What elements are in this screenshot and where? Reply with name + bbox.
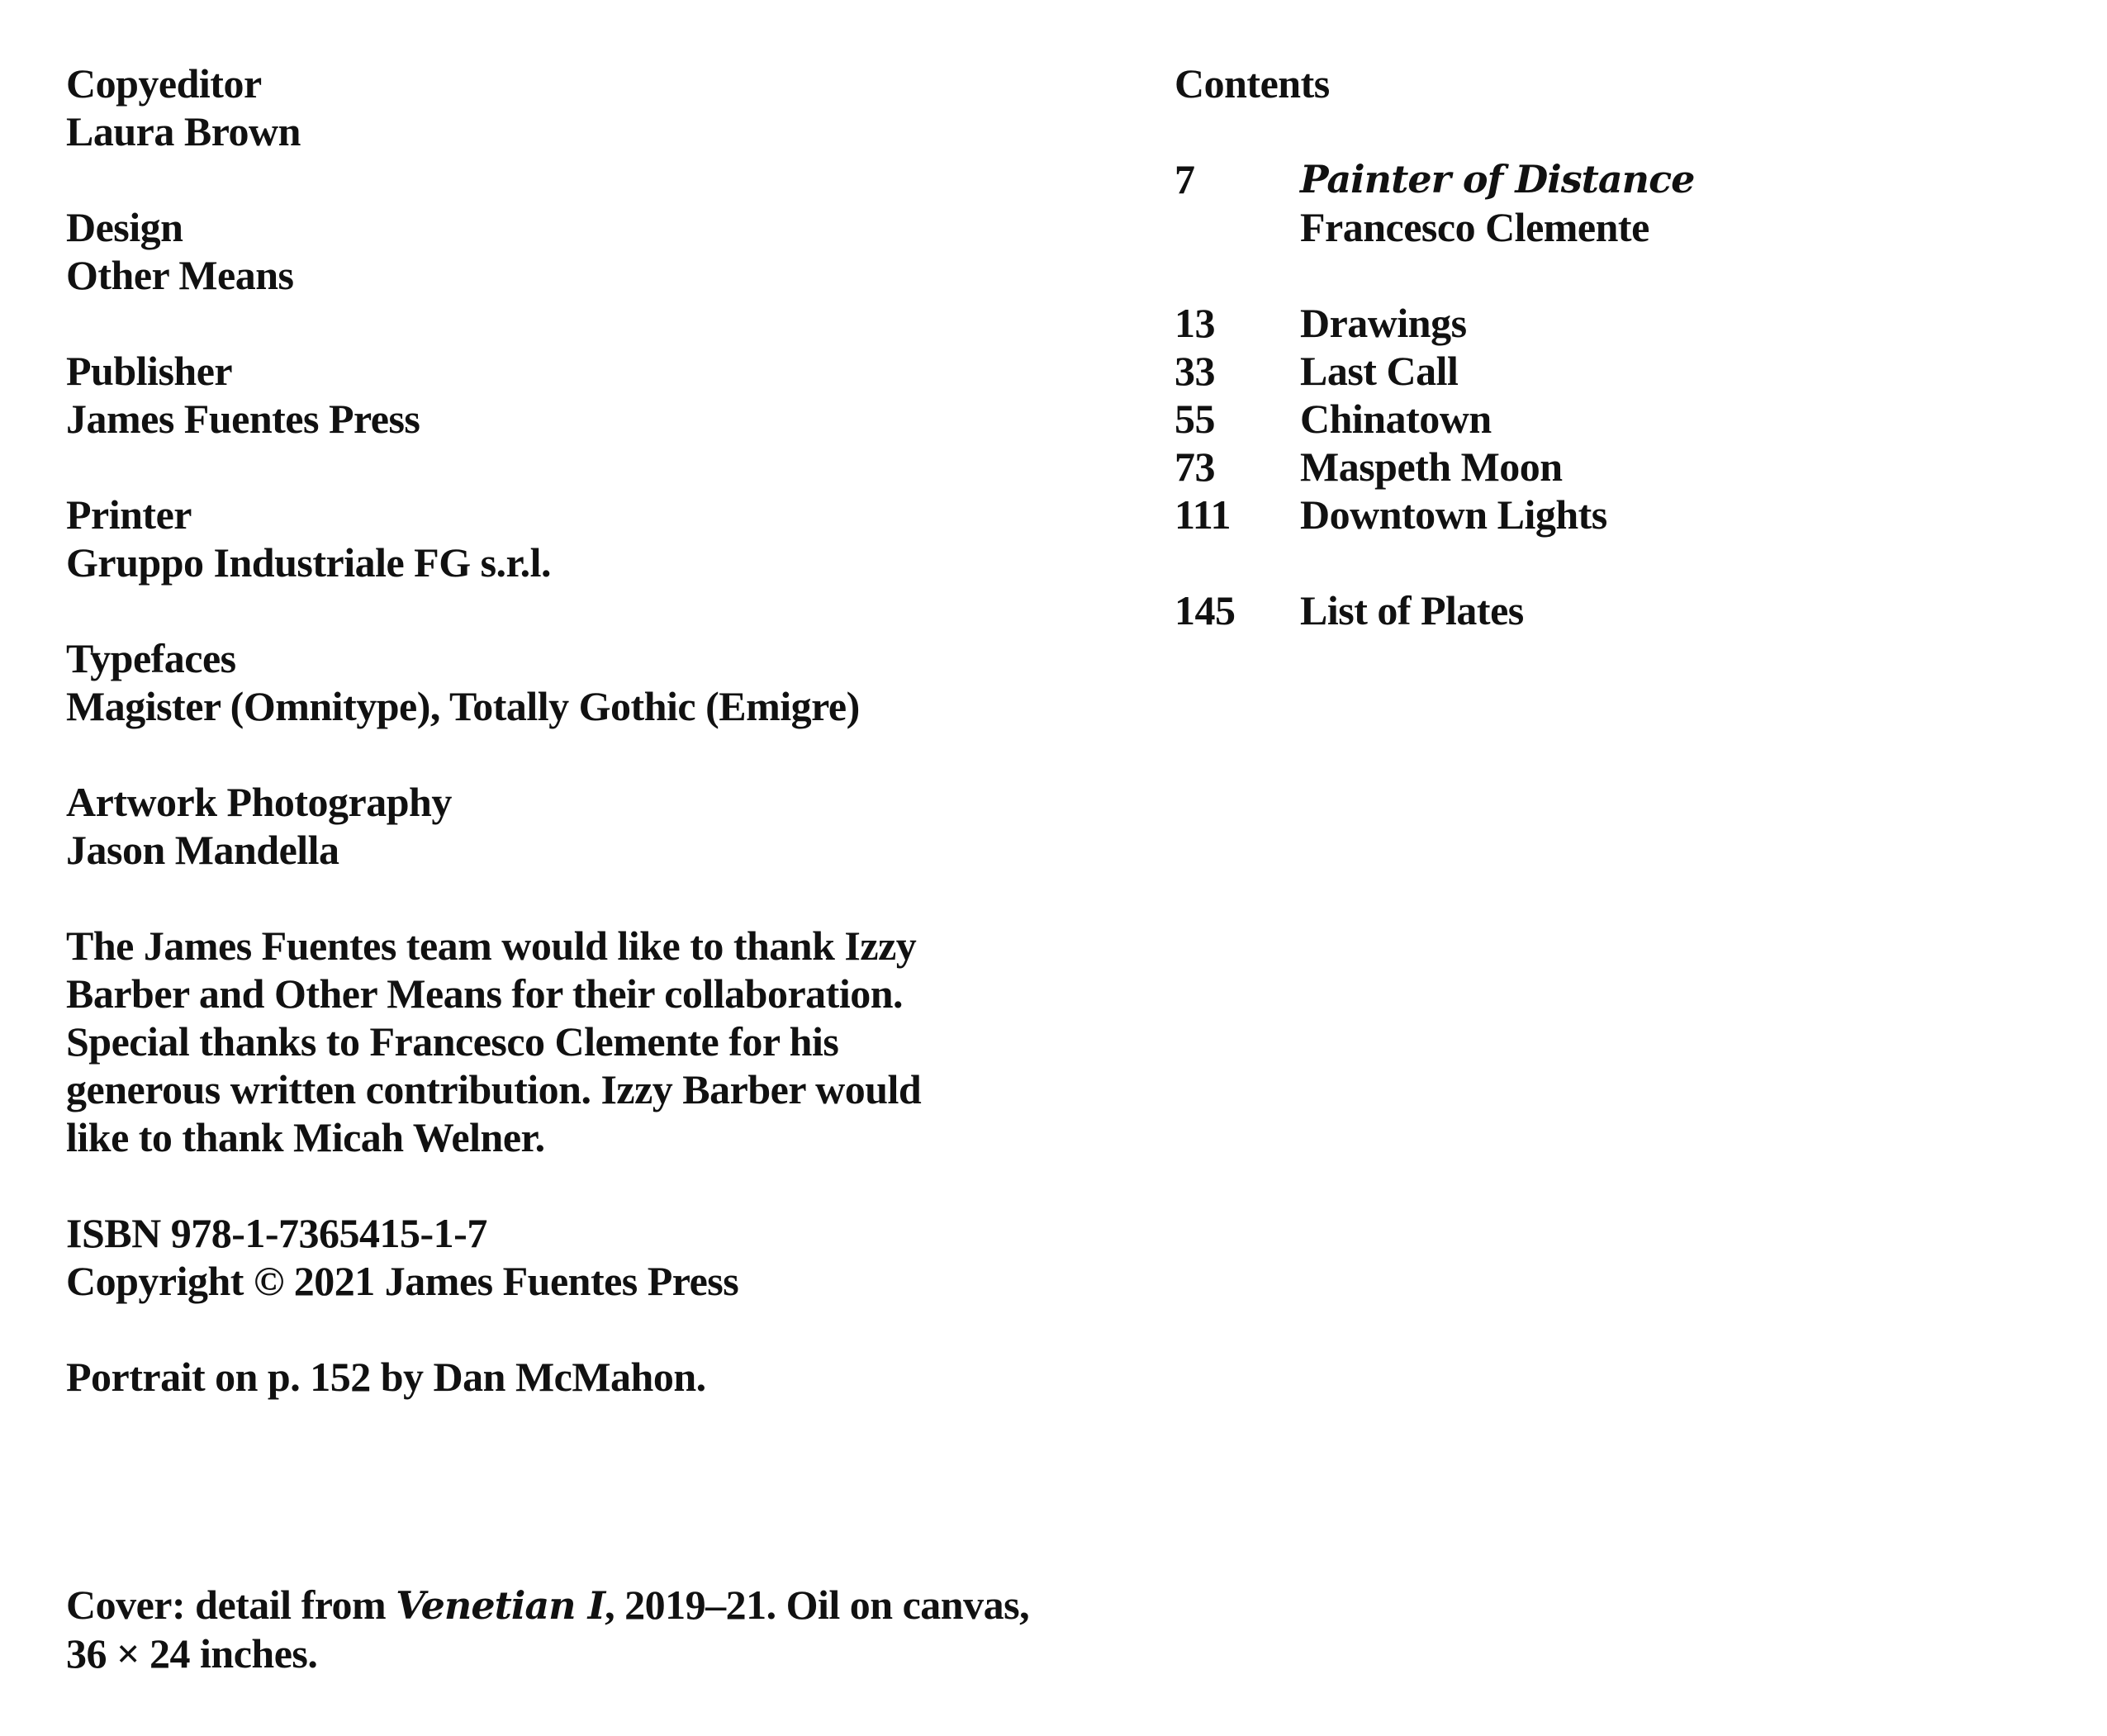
credit-name: Magister (Omnitype), Totally Gothic (Emigre) bbox=[66, 683, 860, 729]
acknowledgements-text: The James Fuentes team would like to thank Izzy Barber and Other Means for their collaboration. Special thanks to Francesco Clemente for his generous written contribution. Izzy Barber would like to thank Micah Welner. bbox=[66, 923, 922, 1160]
credit-role: Design bbox=[66, 204, 183, 250]
credit-photography bbox=[66, 778, 1041, 874]
toc-page-number: 73 bbox=[1175, 443, 1215, 490]
toc-entry bbox=[1175, 491, 2042, 538]
credit-design bbox=[66, 203, 1041, 299]
toc-title: Drawings bbox=[1300, 300, 1467, 346]
toc-entry bbox=[1175, 347, 2042, 395]
credit-printer bbox=[66, 491, 1041, 586]
toc-essay-title: Painter of Distance bbox=[1300, 157, 1695, 202]
cover-line-1 bbox=[66, 1581, 1140, 1629]
cover-artwork-title: Venetian I bbox=[396, 1583, 605, 1628]
toc-title: List of Plates bbox=[1300, 587, 1524, 633]
isbn: ISBN 978-1-7365415-1-7 bbox=[66, 1210, 487, 1256]
toc-entry bbox=[1175, 299, 2042, 347]
toc-page-number: 33 bbox=[1175, 348, 1215, 394]
cover-prefix: Cover: detail from bbox=[66, 1582, 396, 1628]
acknowledgements bbox=[66, 922, 1041, 1161]
cover-credit bbox=[66, 1581, 1140, 1677]
toc-page-number: 55 bbox=[1175, 396, 1215, 442]
toc-page-number: 111 bbox=[1175, 491, 1231, 538]
credit-role: Publisher bbox=[66, 348, 233, 394]
toc-entry bbox=[1175, 443, 2042, 491]
toc-title: Last Call bbox=[1300, 348, 1459, 394]
credit-copyeditor bbox=[66, 59, 1041, 155]
credit-name: Laura Brown bbox=[66, 108, 301, 154]
toc-entry bbox=[1175, 395, 2042, 443]
toc-page-number: 145 bbox=[1175, 587, 1236, 633]
credit-role: Copyeditor bbox=[66, 60, 262, 107]
credit-role: Typefaces bbox=[66, 635, 236, 681]
toc-title: Downtown Lights bbox=[1300, 491, 1607, 538]
cover-suffix: , 2019–21. Oil on canvas, bbox=[605, 1582, 1030, 1628]
credit-name: Gruppo Industriale FG s.r.l. bbox=[66, 539, 552, 586]
credit-role: Printer bbox=[66, 491, 192, 538]
publication-info bbox=[66, 1209, 1041, 1305]
toc-entry-essay bbox=[1175, 155, 2042, 251]
table-of-contents bbox=[1175, 59, 2042, 634]
portrait-credit bbox=[66, 1353, 1041, 1401]
copyright: Copyright © 2021 James Fuentes Press bbox=[66, 1258, 739, 1304]
credit-typefaces bbox=[66, 634, 1041, 730]
toc-page-number: 13 bbox=[1175, 300, 1215, 346]
credit-name: Other Means bbox=[66, 252, 294, 298]
toc-entry-plates bbox=[1175, 586, 2042, 634]
colophon-column bbox=[66, 59, 1041, 1449]
contents-heading: Contents bbox=[1175, 60, 1330, 107]
toc-sections bbox=[1175, 299, 2042, 538]
toc-title: Maspeth Moon bbox=[1300, 443, 1563, 490]
credit-publisher bbox=[66, 347, 1041, 443]
toc-essay-author: Francesco Clemente bbox=[1300, 204, 1649, 250]
credit-name: Jason Mandella bbox=[66, 827, 339, 873]
credit-name: James Fuentes Press bbox=[66, 396, 420, 442]
toc-title: Chinatown bbox=[1300, 396, 1492, 442]
cover-line-2: 36 × 24 inches. bbox=[66, 1630, 318, 1677]
toc-page-number: 7 bbox=[1175, 156, 1195, 202]
credit-role: Artwork Photography bbox=[66, 779, 452, 825]
portrait-note: Portrait on p. 152 by Dan McMahon. bbox=[66, 1354, 706, 1400]
